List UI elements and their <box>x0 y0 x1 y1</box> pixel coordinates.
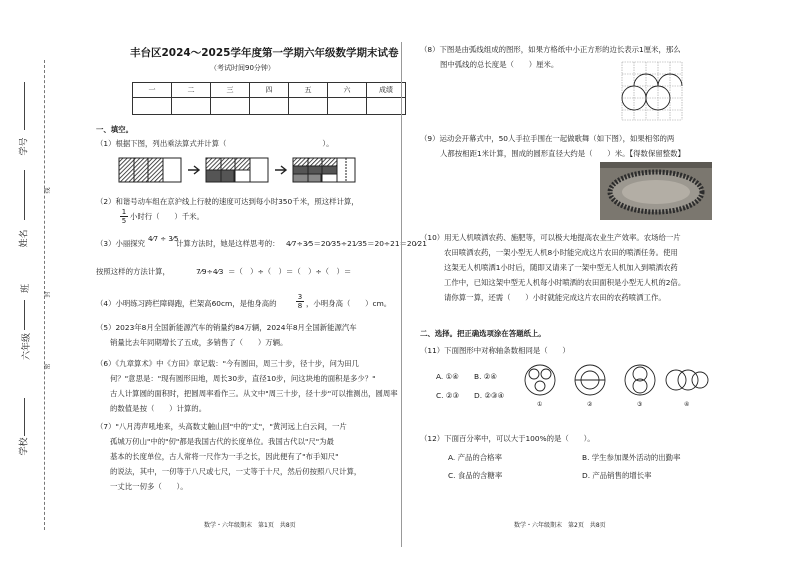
q1-figure <box>118 154 368 186</box>
q3-text-a2: 计算方法时，她是这样思考的： <box>176 239 280 248</box>
score-cell[interactable] <box>211 98 250 115</box>
arrow-icon <box>188 166 199 174</box>
score-header: 一 <box>133 83 172 98</box>
q7-text-e: 一丈比一仞多（ ）。 <box>110 482 188 491</box>
student-id-field[interactable] <box>24 82 25 130</box>
score-cell[interactable] <box>367 98 406 115</box>
q10-text-c: 这架无人机喷洒1小时后，随即又请来了一架中型无人机加入到喷洒农药 <box>444 263 678 272</box>
q12-option-c[interactable]: C. 食品的含糖率 <box>448 471 503 480</box>
q11-option-b[interactable]: B. ②④ <box>474 372 498 381</box>
q2-fraction: 1 5 <box>121 208 127 225</box>
q3-text-a1: （3）小丽探究 <box>96 239 146 248</box>
q9-text-b: 人都按相距1米计算，围成的圆形直径大约是（ ）米。【得数保留整数】 <box>440 149 685 158</box>
fold-mark-xian: 线 <box>44 187 52 194</box>
score-cell[interactable] <box>289 98 328 115</box>
name-field[interactable] <box>24 170 25 220</box>
q11-figure-number: ④ <box>684 401 690 408</box>
q9-photo <box>600 162 712 220</box>
score-cell[interactable] <box>250 98 289 115</box>
q2-text-b: 小时行（ ）千米。 <box>130 212 204 221</box>
q6-text-d: 的数值是按（ ）计算的。 <box>110 404 207 413</box>
fold-mark-feng: 封 <box>44 291 52 298</box>
label-school: 学校 <box>19 437 30 456</box>
footer-left: 数学・六年级期末 第1页 共8页 <box>204 522 296 529</box>
q11-text: （11）下面图形中对称轴条数相同是（ ） <box>420 346 570 355</box>
q3-expr-given: 4⁄7 ÷ 3⁄5 <box>148 235 179 243</box>
score-cell[interactable] <box>133 98 172 115</box>
score-header: 二 <box>172 83 211 98</box>
q11-option-c[interactable]: C. ②③ <box>436 391 460 400</box>
q7-text-d: 的说法，其中，一仞等于八尺或七尺，一丈等于十尺，然后仞按照八尺计算， <box>110 467 362 476</box>
score-header: 成绩 <box>367 83 406 98</box>
section1-title: 一、填空。 <box>96 125 133 134</box>
q8-text-a: （8）下图是由弧线组成的图形，如果方格纸中小正方形的边长表示1厘米，那么 <box>420 45 681 54</box>
q6-text-c: 古人计算圆的面积时，把圆周率看作三。从文中"周三十步，径十步"可以推测出，圆周率 <box>110 389 398 398</box>
q4-text: （4）小明练习跨栏障碍跑，栏架高60cm，是他身高的 <box>96 299 277 308</box>
q3-expr-task: 7⁄9÷4⁄3 <box>196 267 224 276</box>
q8-arc-grid <box>620 60 684 122</box>
q11-figure-number: ① <box>537 401 543 408</box>
score-cell[interactable] <box>328 98 367 115</box>
footer-right: 数学・六年级期末 第2页 共8页 <box>514 522 606 529</box>
section2-title: 二、选择。把正确选项涂在答题纸上。 <box>420 329 546 338</box>
exam-duration: （考试时间90分钟） <box>210 64 275 72</box>
q12-option-a[interactable]: A. 产品的合格率 <box>448 453 502 462</box>
q12-option-b[interactable]: B. 学生参加课外活动的出勤率 <box>582 453 681 462</box>
q12-option-d[interactable]: D. 产品销售的增长率 <box>582 471 652 480</box>
label-student-id: 学号 <box>19 137 30 156</box>
q5-text-b: 销量比去年同期增长了五成，多销售了（ ）万辆。 <box>110 338 288 347</box>
q1-text: （1）根据下图，列出乘法算式并计算（ ）。 <box>96 139 334 148</box>
label-grade: 六年级 <box>22 332 33 361</box>
q7-text-c: 基本的长度单位，古人常将一尺作为一手之长，因此便有了"布手知尺" <box>110 452 339 461</box>
q11-figure-number: ③ <box>637 401 643 408</box>
q9-text-a: （9）运动会开幕式中，50人手拉手围在一起做歌舞（如下图），如果相邻的两 <box>420 134 675 143</box>
q10-text-e: 请你算一算，还需（ ）小时就能完成这片农田的农药喷洒工作。 <box>444 293 666 302</box>
q10-text-a: （10）用无人机喷洒农药、施肥等，可以极大地提高农业生产效率。农场给一片 <box>420 233 681 242</box>
q3-expr-example: 4⁄7÷3⁄5＝20⁄35÷21⁄35＝20÷21＝20⁄21 <box>286 239 427 248</box>
score-header: 四 <box>250 83 289 98</box>
score-table <box>132 82 406 115</box>
column-divider <box>401 42 402 547</box>
q3-text-b: 按照这样的方法计算， <box>96 267 170 276</box>
score-header: 六 <box>328 83 367 98</box>
school-field[interactable] <box>24 398 25 436</box>
score-cell[interactable] <box>172 98 211 115</box>
score-header: 三 <box>211 83 250 98</box>
q10-text-d: 工作中，已知这架中型无人机每小时喷洒的农田面积是小型无人机的2倍。 <box>444 278 686 287</box>
q3-expr-blanks: ＝（ ）÷（ ）＝（ ）÷（ ）＝ <box>228 267 352 276</box>
q2-text-a: （2）和谐号动车组在京沪线上行驶的速度可达到每小时350千米，照这样计算， <box>96 197 359 206</box>
arrow-icon <box>275 166 286 174</box>
q4-text-tail: ，小明身高（ ）cm。 <box>306 299 392 308</box>
q10-text-b: 农田喷洒农药，一架小型无人机8小时能完成这片农田的喷洒任务。使用 <box>444 248 678 257</box>
q5-text-a: （5）2023年8月全国新能源汽车的销量约84万辆，2024年8月全国新能源汽车 <box>96 323 357 332</box>
score-header: 五 <box>289 83 328 98</box>
q11-option-a[interactable]: A. ①④ <box>436 372 459 381</box>
fold-mark-mi: 密 <box>44 363 52 370</box>
q11-option-d[interactable]: D. ②③④ <box>474 391 505 400</box>
q7-text-b: 孤城万仞山"中的"仞"都是我国古代的长度单位。我国古代以"尺"为最 <box>110 437 334 446</box>
q12-text: （12）下面百分率中，可以大于100%的是（ ）。 <box>420 434 595 443</box>
grade-field[interactable] <box>24 300 25 330</box>
q8-text-b: 图中弧线的总长度是（ ）厘米。 <box>440 60 559 69</box>
page-title: 丰台区2024～2025学年度第一学期六年级数学期末试卷 <box>130 47 399 59</box>
q7-text-a: （7）"八月涛声吼地来，头高数丈触山回"中的"丈"，"黄河远上白云间，一片 <box>96 422 347 431</box>
label-name: 姓名 <box>19 229 30 248</box>
q4-fraction: 3 8 <box>297 293 303 310</box>
q6-text-b: 何？"意思是："现有圆形田地，周长30步，直径10步，问这块地的面积是多少？" <box>110 374 376 383</box>
q6-text-a: （6）《九章算术》中《方田》章记载："今有圆田，周三十步，径十步，问为田几 <box>96 359 360 368</box>
label-class: 班 <box>21 283 32 294</box>
q11-figure-number: ② <box>587 401 593 408</box>
q11-figures <box>510 362 710 402</box>
